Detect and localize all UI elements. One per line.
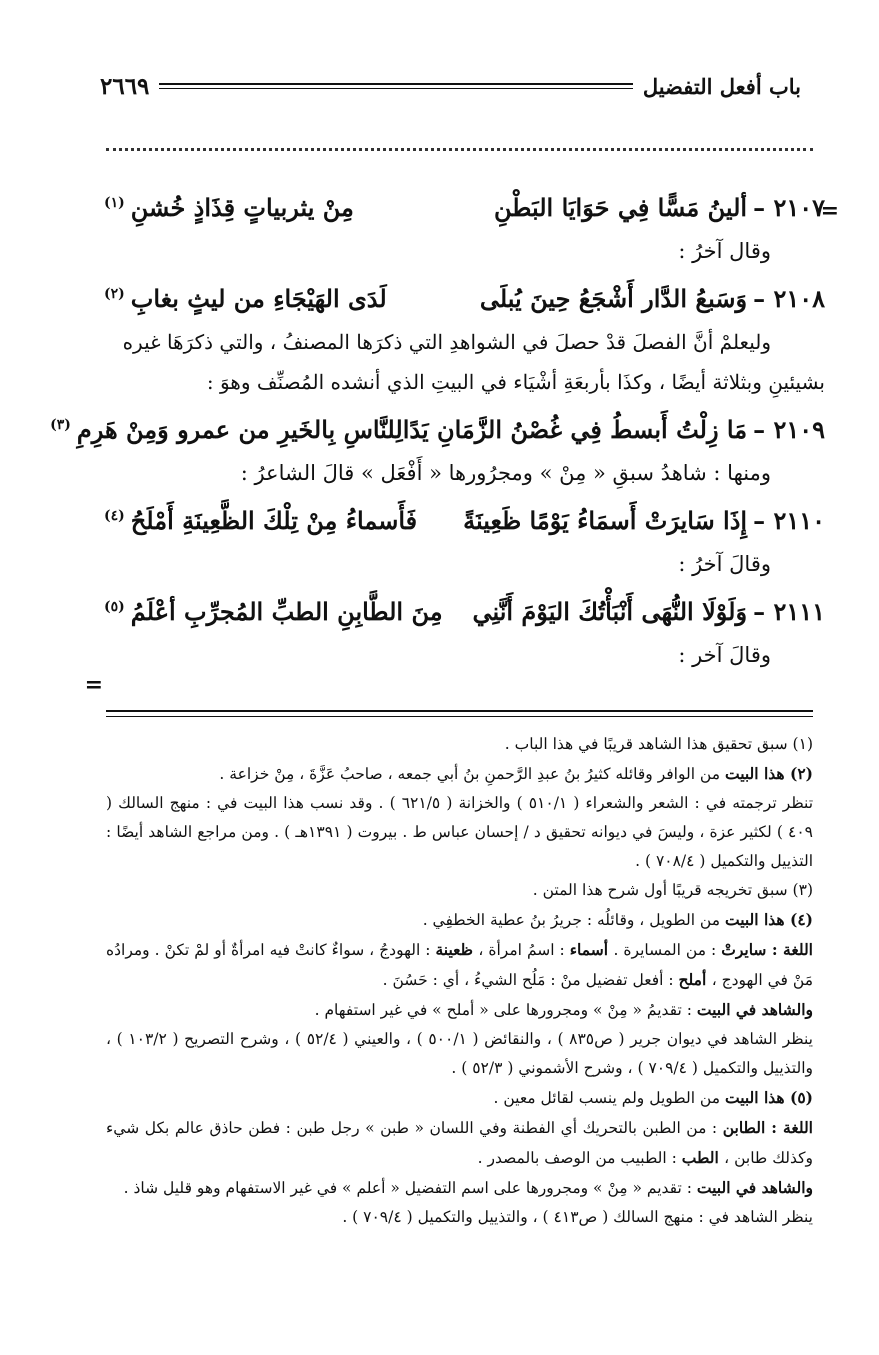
footnote-4-language — [106, 935, 813, 995]
footnote-ref: (١) — [104, 195, 125, 211]
term: أملح — [678, 970, 712, 989]
verse-second-half: لِلنَّاسِ بِالخَيرِ من عمرو وَمِنْ هَرِمِ — [76, 415, 403, 444]
footnotes — [106, 730, 813, 1232]
footnote-4 — [106, 905, 813, 935]
verse-first-half: إِذَا سَايرَتْ أَسمَاءُ يَوْمًا ظَعِينَةً — [463, 506, 748, 535]
term: الطب — [681, 1148, 725, 1167]
language-label: اللغة : — [771, 1118, 813, 1137]
verse-number: ٢١١٠ – — [753, 506, 825, 535]
header-rule — [159, 83, 632, 89]
evidence-label: والشاهد في البيت — [696, 1000, 813, 1019]
margin-mark-bottom: = — [84, 672, 103, 698]
prose-line: ومنها : شاهدُ سبقِ « مِنْ » ومجرُورها « أَفْعَل » قالَ الشاعرُ : — [240, 461, 771, 485]
footnote-3: (٣) سبق تخريجه قريبًا أول شرح هذا المتن . — [532, 881, 813, 899]
verse-first-half: وَلَوْلَا النُّهَى أَنْبَأْتُكَ اليَوْمَ أَنَّنِي — [472, 597, 748, 626]
evidence-text: : تقديمُ « مِنْ » ومجرورها على « أملح » في غير استفهام . — [314, 1001, 697, 1019]
footnote-label: (٤) هذا البيت — [724, 910, 813, 929]
attribution-line: وقالَ آخر : — [678, 643, 771, 667]
definition: : اسمُ امرأة ، — [478, 941, 570, 959]
verse-number: ٢١١١ – — [753, 597, 825, 626]
definition: : الطبيب من الوصف بالمصدر . — [477, 1149, 682, 1167]
running-header — [100, 68, 801, 104]
definition: : من المسايرة . — [613, 941, 722, 959]
footnote-label: (٥) هذا البيت — [724, 1088, 813, 1107]
footnote-2-references: تنظر ترجمته في : الشعر والشعراء ( ٥١٠/١ ) والخزانة ( ٦٢١/٥ ) . وقد نسب هذا البيت في : منهج السالك ( ٤٠٩ ) لكثير عزة ، وليسَ في ديوانه تحقيق د / إحسان عباس ط . بيروت ( ١٣٩١هـ ) . ومن مراجع الشاهد أيضًا : التذييل والتكميل ( ٧٠٨/٤ ) . — [106, 794, 814, 870]
definition: : الهودجُ ، سواءٌ كانتْ فيه امرأةٌ أو لمْ تكنْ . ومرادُه مَنْ في الهودج ، — [106, 941, 813, 989]
verse-second-half: مِنَ الطَّابِنِ الطبِّ المُجرِّبِ أعْلَمُ — [130, 597, 443, 626]
footnote-5 — [106, 1083, 813, 1113]
footnote-1: (١) سبق تحقيق هذا الشاهد قريبًا في هذا الباب . — [504, 735, 813, 753]
footnote-text: من الطويل ولم ينسب لقائل معين . — [493, 1089, 725, 1107]
verse-first-half: وَسَبعُ الدَّار أَشْجَعُ حِينَ يُبلَى — [479, 284, 748, 313]
footnote-separator — [106, 710, 813, 717]
term: سايرتْ — [721, 940, 772, 959]
evidence-label: والشاهد في البيت — [696, 1178, 813, 1197]
footnote-5-evidence — [106, 1173, 813, 1203]
footnote-4-references: ينظر الشاهد في ديوان جرير ( ص٨٣٥ ) ، والنقائض ( ٥٠٠/١ ) ، والعيني ( ٥٢/٤ ) ، وشرح التصريح ( ١٠٣/٢ ) ، والتذييل والتكميل ( ٧٠٩/٤ ) ، وشرح الأشموني ( ٥٢/٣ ) . — [106, 1030, 813, 1077]
footnote-ref: (٥) — [104, 599, 125, 615]
verse-second-half: لَدَى الهَيْجَاءِ من ليثٍ بغابِ — [130, 284, 387, 313]
footnote-ref: (٤) — [104, 508, 125, 524]
prose-line: بشيئينِ وبثلاثة أيضًا ، وكذَا بأربعَةِ أشْيَاء في البيتِ الذي أنشده المُصنِّف وهوَ : — [206, 370, 825, 394]
attribution-line: وقال آخرُ : — [678, 239, 771, 263]
page-number: ٢٦٦٩ — [100, 72, 150, 100]
footnote-5-language — [106, 1113, 813, 1173]
verse-number: ٢١٠٨ – — [753, 284, 825, 313]
verse-second-half: فَأَسماءُ مِنْ تِلْكَ الظَّعِينَةِ أَمْلَحُ — [130, 506, 418, 535]
footnote-5-references: ينظر الشاهد في : منهج السالك ( ص٤١٣ ) ، والتذييل والتكميل ( ٧٠٩/٤ ) . — [342, 1208, 813, 1226]
verse-second-half: مِنْ يثربياتٍ قِذَاذٍ خُشنِ — [130, 193, 354, 222]
footnote-4-evidence — [106, 995, 813, 1025]
definition: : أفعل تفضيل منْ : مَلُح الشيءُ ، أي : حَسُنَ . — [382, 971, 679, 989]
footnote-text: من الطويل ، وقائلُه : جريرُ بنُ عطية الخطفِي . — [422, 911, 725, 929]
evidence-text: : تقديم « مِنْ » ومجرورها على اسم التفضيل « أعلم » في غير الاستفهام وهو قليل شاذ . — [123, 1179, 697, 1197]
term: الطابن — [722, 1118, 772, 1137]
verse-number: ٢١٠٧ – — [753, 193, 825, 222]
verse-2111 — [100, 586, 825, 633]
verse-number: ٢١٠٩ – — [753, 415, 825, 444]
attribution-line: وقالَ آخرُ : — [678, 552, 771, 576]
verse-2110 — [100, 495, 825, 542]
footnote-ref: (٣) — [50, 417, 71, 433]
term: أسماء — [569, 940, 614, 959]
verse-first-half: مَا زِلْتُ أَبسطُ فِي غُصْنُ الزَّمَانِ يَدًا — [402, 415, 748, 444]
verse-2109 — [50, 404, 825, 451]
term: ظعينة — [435, 940, 479, 959]
dotted-separator — [106, 136, 813, 151]
verse-2108 — [100, 273, 825, 320]
main-text — [50, 180, 825, 675]
footnote-label: (٢) هذا البيت — [724, 764, 813, 783]
footnote-text: من الوافر وقائله كثيرُ بنُ عبدِ الرَّحمنِ بنُ أبي جمعه ، صاحبُ عَزَّةَ ، مِنْ خزاعة . — [219, 765, 725, 783]
footnote-2 — [106, 759, 813, 789]
margin-mark-top: = — [820, 198, 839, 224]
verse-first-half: ألينُ مَسًّا فِي حَوَايَا البَطْنِ — [494, 193, 748, 222]
definition: : من الطبن بالتحريك أي الفطنة وفي اللسان « طبن » رجل طبن : فطن حاذق عالم بكل شيء وكذلك طابن ، — [106, 1119, 813, 1167]
chapter-title: باب أفعل التفضيل — [642, 73, 801, 99]
language-label: اللغة : — [771, 940, 813, 959]
footnote-ref: (٢) — [104, 286, 125, 302]
verse-2107 — [100, 182, 825, 229]
prose-line: وليعلمْ أنَّ الفصلَ قدْ حصلَ في الشواهدِ التي ذكرَها المصنفُ ، والتي ذكرَهَا غيره — [122, 330, 771, 354]
